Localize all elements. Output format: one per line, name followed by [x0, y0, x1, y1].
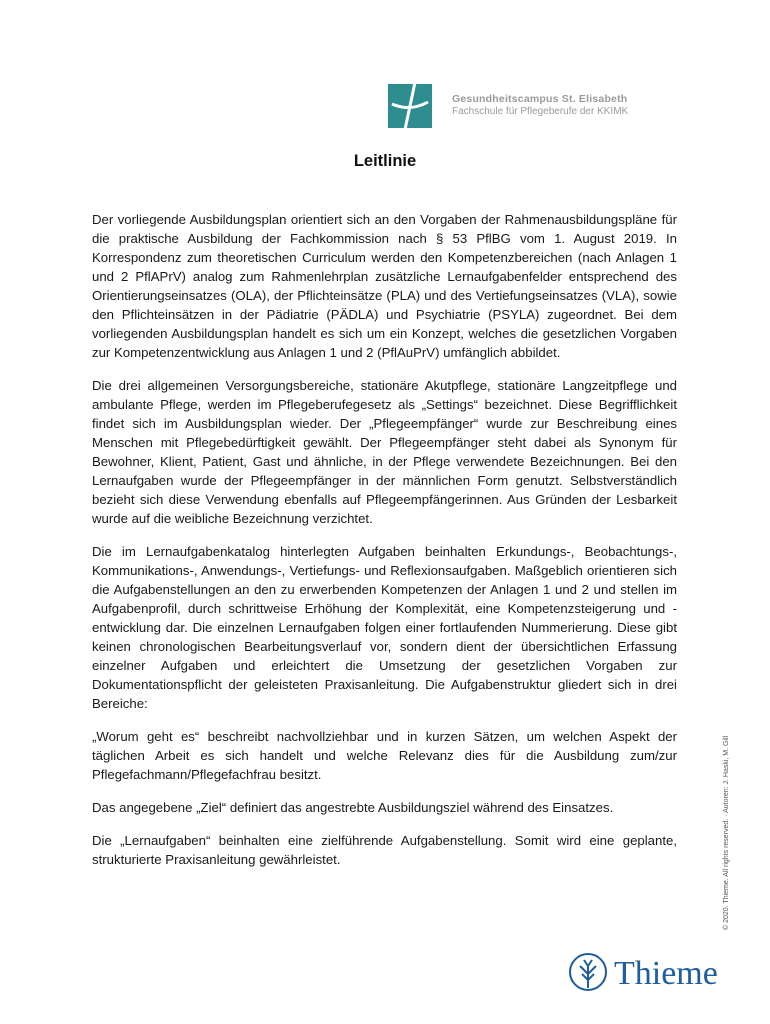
- paragraph: Die im Lernaufgabenkatalog hinterlegten Aufgaben beinhalten Erkundungs-, Beobachtungs-, Kommunikations-, Anwendungs-, Vertiefungs- und Reflexionsaufgaben. Maßgeblich orientieren sich die Aufgabenstellungen an den zu erwerbenden Kompetenzen der Anlagen 1 und 2 und stellen im Aufgabenprofil, durch schrittweise Erhöhung der Komplexität, eine Kompetenzsteigerung und -entwicklung dar. Die einzelnen Lernaufgaben folgen einer fortlaufenden Nummerierung. Diese gibt keinen chronologischen Bearbeitungsverlauf vor, sondern dient der übersichtlichen Erfassung einzelner Aufgaben und erleichtert die Umsetzung der gesetzlichen Vorgaben zur Dokumentationspflicht der geleisteten Praxisanleitung. Die Aufgabenstruktur gliedert sich in drei Bereiche:: [92, 544, 677, 711]
- thieme-logo: [568, 952, 738, 996]
- paragraph: „Worum geht es“ beschreibt nachvollziehbar und in kurzen Sätzen, um welchen Aspekt der täglichen Arbeit es sich handelt und welche Relevanz dies für die Ausbildung zum/zur Pflegefachmann/Pflegefachfrau besitzt.: [92, 729, 677, 782]
- paragraph: Das angegebene „Ziel“ definiert das angestrebte Ausbildungsziel während des Einsatzes.: [92, 800, 614, 815]
- paragraph: Die drei allgemeinen Versorgungsbereiche, stationäre Akutpflege, stationäre Langzeitpflege und ambulante Pflege, werden im Pflegeberufegesetz als „Settings“ bezeichnet. Diese Begrifflichkeit findet sich im Ausbildungsplan wieder. Der „Pflegeempfänger“ wurde zur Beschreibung eines Menschen mit Pflegebedürftigkeit gewählt. Der Pflegeempfänger steht dabei als Synonym für Bewohner, Klient, Patient, Gast und ähnliche, in der Pflege verwendete Bezeichnungen. Bei den Lernaufgaben wurde der Pflegeempfänger in der männlichen Form genutzt. Selbstverständlich bezieht sich diese Verwendung ebenfalls auf Pflegeempfängerinnen. Aus Gründen der Lesbarkeit wurde auf die weibliche Bezeichnung verzichtet.: [92, 378, 677, 526]
- copyright-note: © 2020. Thieme. All rights reserved. · Autoren: J. Haski, M. Gill: [723, 735, 730, 930]
- organization-subtitle: Fachschule für Pflegeberufe der KKIMK: [452, 106, 629, 117]
- organization: [452, 93, 628, 117]
- thieme-brand: Thieme: [614, 955, 718, 992]
- paragraph: Der vorliegende Ausbildungsplan orientiert sich an den Vorgaben der Rahmenausbildungspläne für die praktische Ausbildung der Fachkommission nach § 53 PflBG vom 1. August 2019. In Korrespondenz zum theoretischen Curriculum werden den Kompetenzbereichen (nach Anlagen 1 und 2 PflAPrV) analog zum Rahmenlehrplan zusätzliche Lernaufgabenfelder entsprechend des Orientierungseinsatzes (OLA), der Pflichteinsätze (PLA) und des Vertiefungseinsatzes (VLA), sowie den Pflichteinsätzen in der Pädiatrie (PÄDLA) und Psychiatrie (PSYLA) zugeordnet. Bei dem vorliegenden Ausbildungsplan handelt es sich um ein Konzept, welches die gesetzlichen Vorgaben zur Kompetenzentwicklung aus Anlagen 1 und 2 (PflAuPrV) umfänglich abbildet.: [92, 212, 677, 360]
- cross-logo-icon: [388, 84, 432, 128]
- organization-name: Gesundheitscampus St. Elisabeth: [452, 93, 628, 105]
- page-title: Leitlinie: [353, 152, 417, 170]
- document-body: [92, 210, 677, 883]
- tree-logo-icon: [568, 952, 608, 996]
- paragraph: Die „Lernaufgaben“ beinhalten eine zielführende Aufgabenstellung. Somit wird eine geplante, strukturierte Praxisanleitung gewährleistet.: [92, 833, 677, 867]
